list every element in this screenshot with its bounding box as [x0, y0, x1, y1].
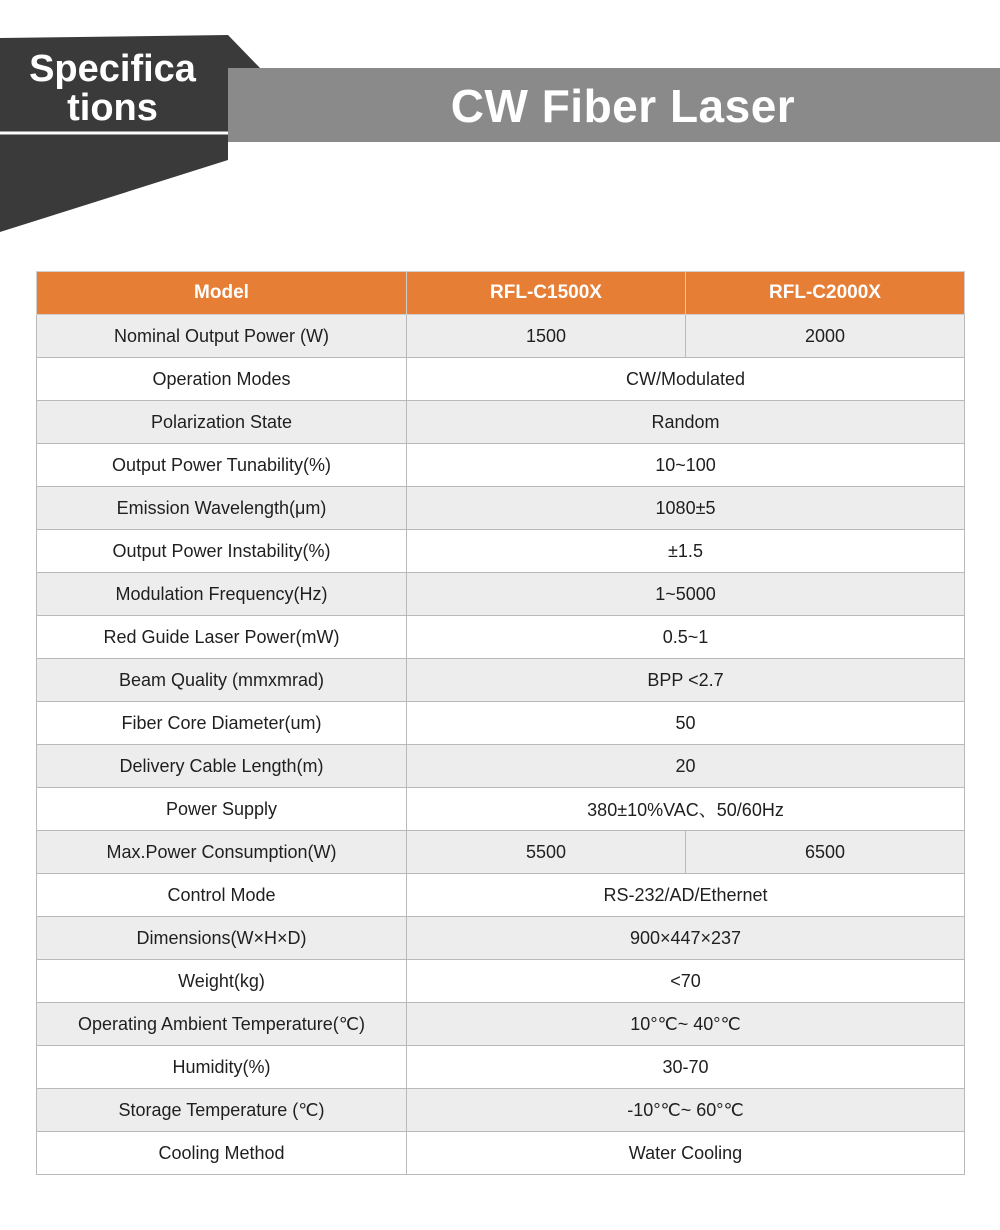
table-row [37, 659, 965, 702]
table-header-row [37, 272, 965, 315]
row-value: Water Cooling [407, 1132, 965, 1175]
table-row [37, 358, 965, 401]
table-row [37, 1132, 965, 1175]
row-label: Delivery Cable Length(m) [37, 745, 407, 788]
row-value: 1080±5 [407, 487, 965, 530]
page-title: CW Fiber Laser [450, 80, 796, 132]
row-label: Max.Power Consumption(W) [37, 831, 407, 874]
section-label-line-2: tions [67, 87, 158, 129]
row-label: Humidity(%) [37, 1046, 407, 1089]
table-row [37, 444, 965, 487]
table-row [37, 487, 965, 530]
row-value: 900×447×237 [407, 917, 965, 960]
table-row [37, 917, 965, 960]
table-row [37, 315, 965, 358]
header-model-2: RFL-C2000X [686, 272, 965, 315]
row-value: 0.5~1 [407, 616, 965, 659]
row-value: 10°℃~ 40°℃ [407, 1003, 965, 1046]
header-model: Model [37, 272, 407, 315]
row-label: Operating Ambient Temperature(℃) [37, 1003, 407, 1046]
table-row [37, 573, 965, 616]
row-label: Storage Temperature (℃) [37, 1089, 407, 1132]
row-value: Random [407, 401, 965, 444]
row-value: 30-70 [407, 1046, 965, 1089]
row-value: BPP <2.7 [407, 659, 965, 702]
table-row [37, 960, 965, 1003]
row-label: Beam Quality (mmxmrad) [37, 659, 407, 702]
row-value: ±1.5 [407, 530, 965, 573]
row-value: 6500 [686, 831, 965, 874]
row-label: Fiber Core Diameter(um) [37, 702, 407, 745]
row-value: 20 [407, 745, 965, 788]
table-row [37, 788, 965, 831]
row-label: Weight(kg) [37, 960, 407, 1003]
row-label: Dimensions(W×H×D) [37, 917, 407, 960]
row-label: Control Mode [37, 874, 407, 917]
table-row [37, 616, 965, 659]
row-value: <70 [407, 960, 965, 1003]
row-label: Output Power Tunability(%) [37, 444, 407, 487]
row-label: Red Guide Laser Power(mW) [37, 616, 407, 659]
row-label: Output Power Instability(%) [37, 530, 407, 573]
table-row [37, 530, 965, 573]
table-body [37, 315, 965, 1175]
table-row [37, 1089, 965, 1132]
row-label: Modulation Frequency(Hz) [37, 573, 407, 616]
row-label: Nominal Output Power (W) [37, 315, 407, 358]
table-row [37, 831, 965, 874]
section-label-line-1: Specifica [29, 48, 196, 90]
header-model-1: RFL-C1500X [407, 272, 686, 315]
table-row [37, 401, 965, 444]
row-value: 50 [407, 702, 965, 745]
row-value: 1500 [407, 315, 686, 358]
row-value: -10°℃~ 60°℃ [407, 1089, 965, 1132]
row-label: Cooling Method [37, 1132, 407, 1175]
table-row [37, 874, 965, 917]
row-value: RS-232/AD/Ethernet [407, 874, 965, 917]
row-label: Operation Modes [37, 358, 407, 401]
row-label: Emission Wavelength(μm) [37, 487, 407, 530]
row-label: Polarization State [37, 401, 407, 444]
table-row [37, 1046, 965, 1089]
row-value: 1~5000 [407, 573, 965, 616]
row-value: 380±10%VAC、50/60Hz [407, 788, 965, 831]
table-row [37, 745, 965, 788]
row-value: 10~100 [407, 444, 965, 487]
row-label: Power Supply [37, 788, 407, 831]
table-row [37, 702, 965, 745]
row-value: 5500 [407, 831, 686, 874]
section-label [10, 50, 215, 128]
row-value: 2000 [686, 315, 965, 358]
table-row [37, 1003, 965, 1046]
row-value: CW/Modulated [407, 358, 965, 401]
specifications-table [36, 271, 965, 1175]
